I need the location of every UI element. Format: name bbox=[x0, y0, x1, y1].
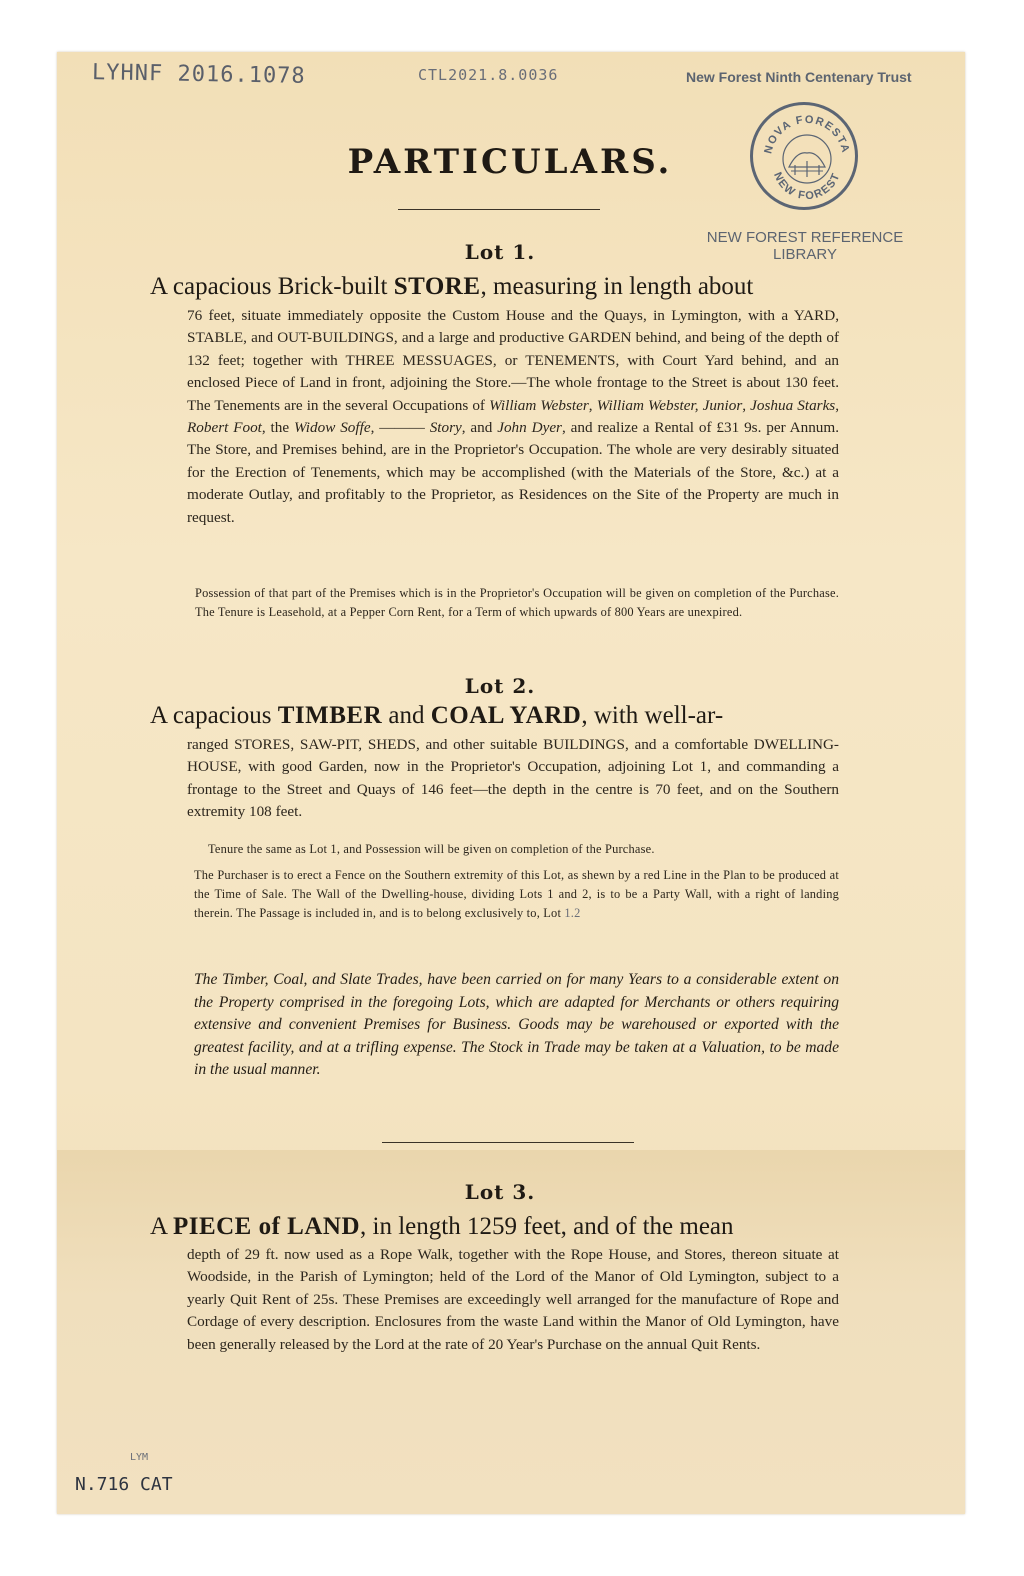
lot2-body: ranged STORES, SAW-PIT, SHEDS, and other suitable BUILDINGS, and a comfortable DWELLING-HOUSE, with good Garden, now in the Proprietor's Occupation, adjoining Lot 1, and commanding a frontage to the Street and Quays of 146 feet—the depth in the centre is 70 feet, and on the Southern extremity 108 feet. bbox=[187, 736, 839, 821]
lot2-lead-bold: TIMBER bbox=[277, 702, 383, 729]
lot3-lead-rest: , in length 1259 feet, and of the mean bbox=[360, 1213, 734, 1240]
handwritten-catalogue-number: CTL2021.8.0036 bbox=[418, 66, 559, 84]
separator: , bbox=[835, 396, 840, 414]
occupant-name: William Webster bbox=[489, 396, 589, 414]
trust-stamp-text: New Forest Ninth Centenary Trust bbox=[686, 69, 912, 85]
separator: , bbox=[742, 396, 751, 414]
lot1-lead bbox=[150, 272, 840, 302]
occupant-name: Widow Soffe bbox=[293, 419, 371, 437]
occupant-name: Joshua Starks bbox=[750, 396, 836, 414]
handwritten-small-note: LYM bbox=[130, 1452, 149, 1463]
lot2-lead-bold: COAL YARD bbox=[430, 702, 582, 729]
handwritten-catalogue-note: N.716 CAT bbox=[75, 1474, 173, 1495]
library-stamp-line1: NEW FOREST REFERENCE bbox=[706, 229, 904, 246]
separator: , bbox=[588, 396, 597, 414]
lot3-lead-text: A bbox=[150, 1213, 173, 1240]
library-stamp bbox=[700, 229, 910, 263]
section-divider bbox=[382, 1142, 634, 1143]
lot1-lead-text: A capacious Brick-built bbox=[150, 273, 394, 300]
seal-top-text: NOVA FORESTA bbox=[762, 113, 852, 156]
occupant-name: Story bbox=[429, 419, 462, 437]
svg-text:NOVA FORESTA bbox=[762, 114, 851, 155]
library-stamp-line2: LIBRARY bbox=[773, 246, 837, 263]
lot1-lead-bold: STORE bbox=[393, 273, 481, 300]
lot2-fence-note bbox=[194, 866, 839, 922]
separator: , and bbox=[461, 419, 498, 437]
lot2-lead-mid: and bbox=[382, 702, 431, 729]
lot3-heading: Lot 3. bbox=[464, 1180, 536, 1204]
lot1-body-text-end: , and realize a Rental of £31 9s. per Annum. The Store, and Premises behind, are in the Proprietor's Occupation. The whole are very desirably situated for the Erection of Tenements, which may be accomplished (with the Materials of the Store, &c.) at a moderate Outlay, and profitably to the Proprietor, as Residences on the Site of the Property are much in request. bbox=[187, 419, 840, 526]
separator: , ——— bbox=[370, 419, 430, 437]
lot3-lead-bold: PIECE of LAND bbox=[172, 1213, 361, 1240]
title-divider bbox=[398, 209, 600, 210]
handwritten-accession-number: LYHNF 2016.1078 bbox=[91, 60, 306, 89]
lot1-lead-rest: , measuring in length about bbox=[480, 273, 754, 300]
lot2-fence-note-text: The Purchaser is to erect a Fence on the Southern extremity of this Lot, as shewn by a red Line in the Plan to be produced at the Time of Sale. The Wall of the Dwelling-house, dividing Lots 1 and 2, is to be a Party Wall, with a right of landing therein. The Passage is included in, and is to belong exclusively to, Lot bbox=[194, 868, 839, 920]
lot1-tenure-note: Possession of that part of the Premises which is in the Proprietor's Occupation will be given on completion of the Purchase. The Tenure is Leasehold, at a Pepper Corn Rent, for a Term of which upwards of 800 Years are unexpired. bbox=[195, 586, 839, 619]
occupant-name: William Webster, Junior bbox=[596, 396, 743, 414]
seal-bottom-text: NEW FOREST bbox=[771, 170, 843, 203]
lot3-body: depth of 29 ft. now used as a Rope Walk, together with the Rope House, and Stores, thereon situate at Woodside, in the Parish of Lymington; held of the Lord of the Manor of Old Lymington, subject to a yearly Quit Rent of 25s. These Premises are exceedingly well arranged for the manufacture of Rope and Cordage of every description. Enclosures from the waste Land within the Manor of Old Lymington, have been generally released by the Lord at the rate of 20 Year's Purchase on the annual Quit Rents. bbox=[187, 1246, 839, 1353]
trades-paragraph: The Timber, Coal, and Slate Trades, have been carried on for many Years to a considerable extent on the Property comprised in the foregoing Lots, which are adapted for Merchants or others requiring extensive and convenient Premises for Business. Goods may be warehoused or exported with the greatest facility, and at a trifling expense. The Stock in Trade may be taken at a Valuation, to be made in the usual manner. bbox=[194, 971, 839, 1079]
lot2-heading: Lot 2. bbox=[464, 674, 536, 698]
lot2-lead-text: A capacious bbox=[150, 702, 278, 729]
occupant-name: John Dyer bbox=[497, 419, 562, 437]
nova-foresta-seal-icon bbox=[750, 102, 858, 210]
lot2-lead bbox=[150, 701, 840, 731]
lot1-body bbox=[187, 305, 839, 529]
page-title: PARTICULARS. bbox=[347, 142, 673, 182]
lot1-body-text: 76 feet, situate immediately opposite the Custom House and the Quays, in Lymington, with a YARD, STABLE, and OUT-BUILDINGS, and a large and productive GARDEN behind, and being of the depth of 132 feet; together with THREE MESSUAGES, or TENEMENTS, with Court Yard behind, and an enclosed Piece of Land in front, adjoining the Store.—The whole frontage to the Street is about 130 feet. The Tenements are in the several Occupations of bbox=[187, 307, 839, 414]
lot2-lead-rest: , with well-ar- bbox=[581, 702, 724, 729]
occupant-name: Robert Foot bbox=[187, 419, 262, 437]
lot1-heading: Lot 1. bbox=[464, 240, 536, 264]
lot2-handwritten-correction: 1.2 bbox=[564, 905, 581, 920]
separator: , the bbox=[261, 419, 294, 437]
lot3-lead bbox=[150, 1212, 840, 1242]
lot2-tenure-note: Tenure the same as Lot 1, and Possession will be given on completion of the Purchase. bbox=[208, 842, 655, 856]
